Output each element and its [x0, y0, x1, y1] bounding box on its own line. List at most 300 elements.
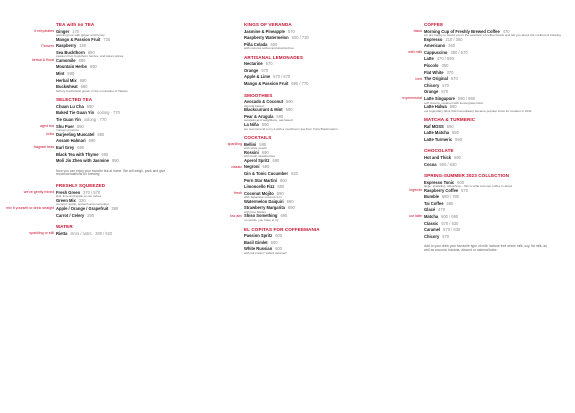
item-name: Orange — [424, 89, 439, 95]
item-name: Carrot / Celery — [56, 212, 85, 218]
item-name: Latte — [424, 56, 434, 62]
item-name: Limoncello Fizz — [244, 184, 275, 190]
item-name: Mango & Passion Fruit — [244, 81, 289, 87]
item-price: 580 / 780 — [442, 194, 460, 200]
item-name: Espresso Tonic — [424, 179, 455, 185]
item-body — [368, 125, 454, 130]
item-price: 170 — [72, 28, 80, 34]
item-price: stnrs / nstrs · 390 / 620 — [70, 230, 113, 236]
item-price: 690 — [261, 149, 269, 155]
item-body — [368, 163, 457, 168]
item-description: with ink cream "salted caramel" — [244, 250, 287, 255]
item-body — [368, 138, 462, 143]
item-price: 800 — [279, 177, 287, 183]
item-category-tag: sparkling — [227, 141, 242, 146]
section-title: MATCHA & TURMERIC — [424, 117, 476, 123]
item-description: soft creamy, caramel with lemongrass twist — [424, 100, 483, 105]
item-price: 690 — [277, 184, 285, 190]
item-name: Camomile — [56, 57, 76, 63]
menu-section — [368, 22, 561, 113]
item-body — [368, 228, 460, 233]
item-name: Aperol Spritz — [244, 157, 270, 163]
item-price: 730 — [103, 36, 111, 42]
item-name: Avocado & Coconut — [244, 99, 283, 105]
item-name: Darjeeling Muscatel — [56, 131, 95, 137]
item-price: 690 — [88, 138, 96, 144]
item-price: 600 — [275, 233, 283, 239]
item-description: our legendary drink that immediately became popular since its creation in 2011 — [424, 108, 532, 113]
item-category-tag: sparkling or still — [29, 231, 54, 236]
item-price: 470 / 590 — [436, 56, 454, 62]
item-name: Blackcurrant & Mint — [244, 107, 283, 113]
menu-item — [4, 79, 184, 86]
menu-item — [190, 247, 360, 255]
item-description: we are happy to assist you in the selection of coffee beans and tell you about the method of brewing — [424, 33, 561, 38]
section-title: ARTISANAL LEMONADES — [244, 54, 303, 60]
item-body — [190, 30, 295, 35]
item-body — [190, 179, 287, 184]
item-body — [368, 64, 448, 69]
menu-item — [368, 156, 548, 163]
item-body — [190, 185, 284, 190]
menu-item — [368, 163, 548, 170]
item-body — [190, 115, 293, 123]
item-body — [4, 65, 97, 70]
item-price: 690 — [80, 84, 88, 90]
menu-item — [190, 82, 360, 89]
item-name: Assam Halmari — [56, 138, 86, 144]
item-body — [368, 195, 459, 200]
item-body — [4, 85, 128, 93]
item-name: Herbal Mix — [56, 77, 77, 83]
item-name: La Niña — [244, 121, 259, 127]
item-price: 600 — [457, 179, 465, 185]
item-name: Tai Coffee — [424, 200, 444, 206]
item-category-tag: we've gently mixed — [23, 190, 54, 195]
menu-item — [368, 38, 548, 45]
item-body — [190, 247, 287, 255]
menu-item — [190, 123, 360, 131]
item-name: Matcha — [424, 214, 439, 220]
item-body — [4, 111, 120, 116]
item-description: with coconut sorbet and alcohol-free — [244, 46, 294, 51]
item-name: Classic — [424, 220, 439, 226]
item-body — [4, 153, 108, 158]
item-price: oolong · 770 — [83, 117, 107, 123]
menu-item — [190, 43, 360, 51]
item-name: Caramel — [424, 227, 441, 233]
item-body — [190, 75, 290, 80]
item-name: Piña Colada — [244, 41, 268, 47]
item-category-tag: low abv — [229, 213, 242, 218]
item-description: factory buckwheat grown in the mountains of Taiwan — [56, 88, 128, 93]
item-description: we recommend to try it with a mushroom tea from Yuria Bowlmodern — [244, 126, 338, 131]
section-title: CHOCOLATE — [424, 148, 454, 154]
item-description: kiwi, lime and apple on ice cubes — [56, 194, 102, 199]
menu-section — [4, 22, 184, 93]
item-price: oolong · 770 — [97, 110, 120, 116]
item-body — [190, 159, 279, 164]
item-price: 890 — [76, 123, 84, 129]
item-category-tag: our latte — [409, 214, 422, 219]
section-title: WATER — [56, 224, 73, 230]
item-name: Pear & Arugula — [244, 113, 274, 119]
item-price: 690 — [262, 164, 270, 170]
item-name: Raspberry — [56, 43, 77, 49]
item-name: Ginger — [56, 28, 70, 34]
item-body — [368, 44, 455, 49]
item-price: 570 — [442, 233, 450, 239]
item-price: 570 — [287, 28, 295, 34]
item-price: 690 — [89, 64, 97, 70]
item-body — [190, 172, 298, 177]
item-description: avocado and weightless, oat-based — [244, 118, 293, 123]
menu-item — [368, 202, 548, 209]
menu-item — [368, 71, 548, 78]
item-body — [4, 79, 87, 84]
item-name: Raspberry Coffee — [424, 187, 459, 193]
item-price: 600 — [270, 41, 278, 47]
item-name: Mountain Herbs — [56, 64, 87, 70]
item-name: Morning Cup of Freshly Brewed Coffee — [424, 28, 500, 34]
item-price: 590 — [285, 99, 293, 105]
menu-item — [190, 108, 360, 115]
item-name: Coconut Mojito — [244, 190, 274, 196]
menu-column-1 — [4, 22, 184, 242]
item-name: Cappuccino — [424, 49, 448, 55]
item-price: 600 / 690 — [441, 214, 459, 220]
menu-section — [368, 173, 548, 253]
item-category-tag: black — [413, 28, 422, 33]
item-body — [4, 214, 94, 219]
item-description: Yunnan province — [56, 128, 80, 133]
item-price: 690 — [286, 198, 294, 204]
menu-item — [190, 179, 360, 186]
item-price: 570 — [265, 61, 273, 67]
item-price: 390 — [111, 205, 119, 211]
item-name: Flat White — [424, 69, 444, 75]
item-name: Shiso Something — [244, 213, 278, 219]
item-name: Tie Guan Yin — [56, 117, 81, 123]
menu-item — [190, 185, 360, 192]
item-name: White Russian — [244, 246, 273, 252]
item-body — [368, 235, 449, 240]
item-name: Rossini — [244, 149, 259, 155]
menu-section — [368, 117, 548, 144]
menu-section — [190, 93, 360, 131]
menu-item — [368, 215, 548, 222]
section-note: Now you can enjoy your favorite tea at home. We will weigh, pack and give recommendations for brewing — [56, 168, 166, 177]
item-name: Nectarine — [244, 61, 263, 67]
menu-item — [368, 105, 548, 113]
item-price: 590 — [446, 123, 454, 129]
item-name: Black Tea with Thyme — [56, 151, 99, 157]
item-body — [4, 159, 119, 164]
item-body — [190, 82, 308, 87]
item-price: 590 — [449, 104, 457, 110]
menu-item — [4, 159, 184, 166]
item-body — [368, 57, 454, 62]
menu-item — [368, 84, 548, 91]
item-category-tag: it rehydrates — [34, 28, 54, 33]
section-title: SPRING-SUMMER 2023 COLLECTION — [424, 173, 510, 179]
item-price: 570 — [442, 82, 450, 88]
item-body — [190, 36, 309, 41]
item-description: large, sparkling, refreshing – this is what summer coffee is about — [424, 184, 513, 189]
item-name: Porn Star Martini — [244, 177, 277, 183]
item-name: Gin & Tonic Cucumber — [244, 170, 289, 176]
menu-item — [4, 118, 184, 125]
item-name: Passion Spritz — [244, 233, 273, 239]
item-body — [190, 108, 293, 113]
item-price: 690 — [261, 121, 269, 127]
item-price: 590 — [454, 154, 461, 160]
item-name: Hot and Thick — [424, 154, 452, 160]
item-name: Bumble — [424, 194, 440, 200]
menu-section — [190, 227, 360, 256]
item-price: 290 — [87, 212, 95, 218]
menu-item — [368, 51, 548, 58]
item-category-tag: aged tea — [40, 124, 54, 129]
item-description: passion fruit, buckthorn berries, and Asian spices — [56, 54, 124, 59]
item-body — [368, 90, 448, 95]
item-price: 590 — [67, 71, 75, 77]
item-name: Piccolo — [424, 62, 439, 68]
item-body — [4, 38, 110, 43]
item-body — [368, 131, 459, 136]
item-description: no words, you have to try — [244, 218, 279, 223]
item-category-tag: fragrant teas — [33, 145, 54, 150]
item-description: with lime blades — [244, 209, 267, 214]
item-price: 380 / 570 — [450, 49, 468, 55]
menu-item — [190, 143, 360, 151]
item-category-tag: legends — [409, 188, 422, 193]
item-price: 890 — [112, 158, 119, 164]
item-price: 690 — [101, 151, 109, 157]
item-price: 690 — [86, 103, 94, 109]
menu-item — [368, 57, 548, 64]
item-name: Moli Jin Zhen with Jasmine — [56, 158, 109, 164]
menu-column-2 — [190, 22, 360, 259]
item-price: 350 — [441, 62, 449, 68]
item-price: 370 — [446, 69, 454, 75]
item-name: Latte Turmeric — [424, 136, 453, 142]
item-name: Espresso — [424, 36, 443, 42]
menu-section — [190, 22, 360, 51]
item-description: warming hue with ginger and honey — [56, 33, 105, 38]
item-category-tag: India — [46, 132, 54, 137]
item-body — [190, 62, 273, 67]
item-price: 190 — [79, 43, 87, 49]
item-name: Chicory — [424, 82, 440, 88]
item-name: Chicory — [424, 233, 440, 239]
item-body — [4, 72, 74, 77]
item-name: Negroni — [244, 164, 260, 170]
menu-column-3 — [368, 22, 561, 259]
item-price: 360 — [448, 43, 456, 49]
item-body — [190, 200, 294, 205]
item-description: almond based — [244, 103, 264, 108]
item-name: Rietta — [56, 230, 68, 236]
section-title: KINGS OF VERANDA — [244, 22, 292, 27]
menu-item — [4, 139, 184, 146]
item-price: 590 — [276, 113, 284, 119]
item-price: 690 — [97, 131, 105, 137]
item-category-tag: fresh — [234, 191, 242, 196]
item-price: 500 / 630 — [439, 161, 457, 167]
item-price: 590 — [276, 190, 284, 196]
item-price: 590 — [446, 200, 454, 206]
item-price: 590 / 990 — [457, 95, 476, 101]
menu-item — [368, 64, 548, 71]
item-name: Fresh Green — [56, 189, 81, 195]
item-price: 690 — [79, 77, 87, 83]
item-body — [368, 105, 532, 113]
item-price: 570 — [261, 67, 269, 73]
item-body — [190, 43, 294, 51]
section-title: TEA with no TEA — [56, 22, 95, 27]
menu-section — [190, 55, 360, 89]
item-name: Orange — [244, 67, 259, 73]
section-note: Add to your drink your favourite type of milk: lactose free whole milk, soy, fat milk, as well as coconut, banana, almond or oatmeal bake. — [424, 244, 547, 253]
item-name: Mango & Passion Fruit — [56, 36, 101, 42]
item-price: 570 / 630 — [443, 227, 461, 233]
item-name: Bellini — [244, 141, 257, 147]
menu-item — [190, 115, 360, 123]
item-category-tag: with milk — [408, 50, 422, 55]
item-name: Basil Gimlet — [244, 239, 268, 245]
menu-item — [4, 51, 184, 59]
item-price: 690 — [272, 157, 280, 163]
menu-section — [4, 97, 184, 177]
item-name: Baked Tie Guan Yin — [56, 110, 95, 116]
menu-item — [368, 228, 548, 235]
item-body — [368, 84, 449, 89]
menu-item — [4, 214, 184, 221]
item-body — [190, 69, 268, 74]
section-title: SMOOTHIES — [244, 92, 273, 98]
item-body — [368, 38, 463, 43]
item-body — [190, 123, 338, 131]
menu-section — [4, 183, 184, 220]
item-category-tag: expermental — [402, 96, 422, 101]
menu-item — [368, 235, 548, 242]
item-body — [190, 234, 282, 239]
item-body — [190, 241, 278, 246]
item-name: Buckwheat — [56, 84, 78, 90]
item-name: Cocoa — [424, 161, 437, 167]
item-price: 470 — [502, 28, 510, 34]
item-name: Apple / Orange / Grapefruit — [56, 205, 109, 211]
item-category-tag: classic — [231, 164, 242, 169]
item-price: 590 — [285, 107, 293, 113]
item-body — [368, 202, 453, 207]
item-price: 690 — [78, 57, 86, 63]
item-category-tag: iced — [415, 76, 422, 81]
item-price: 690 — [77, 144, 85, 150]
section-title: EL COPITAS FOR COFFEEMANIA — [244, 226, 320, 232]
item-body — [4, 118, 107, 123]
item-body — [368, 71, 453, 76]
menu-item — [4, 85, 184, 93]
item-name: Latte Halwa — [424, 104, 447, 110]
item-name: Shu Puer — [56, 123, 74, 129]
item-body — [4, 139, 95, 144]
item-name: Americano — [424, 43, 446, 49]
menu-item — [368, 195, 548, 202]
item-name: Chuan Lu Cha — [56, 103, 84, 109]
menu-item — [368, 208, 548, 215]
item-price: 690 — [280, 213, 288, 219]
item-name: Jasmine & Pineapple — [244, 28, 285, 34]
section-title: COCKTAILS — [244, 135, 272, 141]
menu-item — [4, 232, 184, 239]
item-category-tag: mix it yourself or drink straight — [6, 206, 54, 211]
item-price: 470 — [438, 207, 445, 213]
item-body — [4, 105, 94, 110]
item-price: 590 — [452, 130, 459, 136]
item-name: Green Mix — [56, 197, 76, 203]
item-description: with white peach — [244, 146, 267, 151]
item-price: 570 / 630 — [441, 220, 459, 226]
item-price: 690 — [87, 49, 95, 55]
item-name: Sea Buckthorn — [56, 49, 85, 55]
item-price: 570 / 670 — [273, 74, 291, 80]
section-title: SELECTED TEA — [56, 97, 93, 103]
item-name: Mint — [56, 71, 65, 77]
item-price: 570 — [461, 187, 468, 193]
item-price: 690 — [287, 205, 295, 211]
item-price: 600 — [275, 246, 283, 252]
item-price: 600 / 730 — [291, 35, 309, 41]
item-price: 370 / 570 — [83, 189, 101, 195]
menu-item — [4, 207, 184, 214]
item-name: Glacé — [424, 207, 436, 213]
menu-item — [4, 65, 184, 72]
menu-item — [190, 214, 360, 222]
item-description: with Japanese coconut rum — [244, 195, 282, 200]
item-name: The Original — [424, 76, 448, 82]
item-description: with fresh strawberries — [244, 154, 275, 159]
menu-section — [4, 224, 184, 238]
menu-section — [190, 135, 360, 223]
item-price: 570 — [450, 76, 458, 82]
item-price: 590 — [455, 136, 462, 142]
item-price: 320 — [78, 197, 86, 203]
item-price: 210 / 380 — [445, 36, 463, 42]
section-title: FRESHLY SQUEEZED — [56, 183, 106, 189]
item-description: coconut, apple, spinach and cucumber — [56, 202, 109, 207]
menu-section — [368, 148, 548, 169]
item-price: 520 — [291, 170, 298, 176]
menu-item — [368, 77, 548, 84]
menu-item — [190, 159, 360, 166]
item-category-tag: Flowers — [41, 43, 54, 48]
section-title: COFFEE — [424, 22, 444, 27]
item-price: 570 — [441, 89, 449, 95]
menu-item — [368, 138, 548, 145]
item-name: Earl Grey — [56, 144, 75, 150]
menu-item — [4, 38, 184, 45]
item-name: Strawberry Margarita — [244, 205, 285, 211]
item-name: Raspberry Watermelon — [244, 35, 289, 41]
item-price: 690 / 770 — [291, 81, 309, 87]
menu-item — [368, 97, 548, 105]
item-body — [368, 156, 461, 161]
item-body — [368, 222, 458, 227]
menu-item — [190, 62, 360, 69]
item-name: Raf MOSS — [424, 123, 444, 129]
